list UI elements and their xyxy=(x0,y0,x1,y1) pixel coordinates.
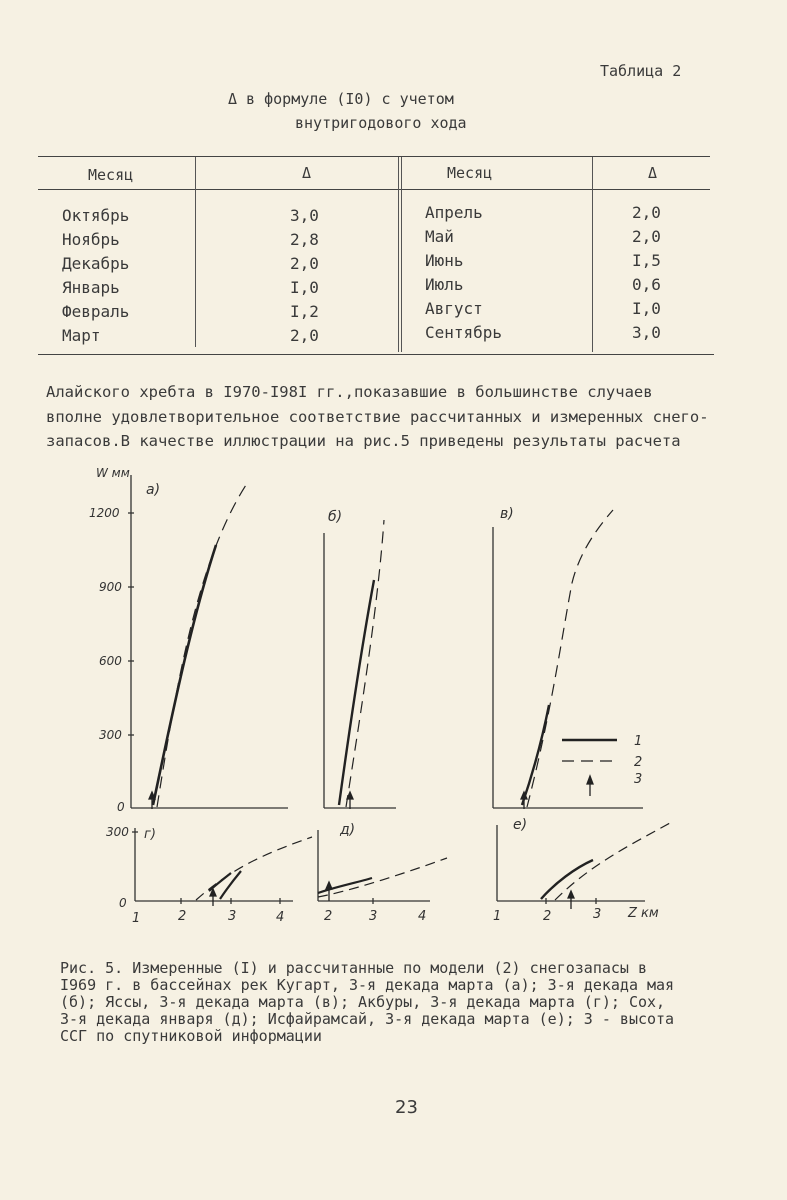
y-tick-bottom: 300 xyxy=(106,825,129,839)
table-col-divider-2b xyxy=(401,157,402,352)
paragraph-line: запасов.В качестве иллюстрации на рис.5 приведены результаты расчета xyxy=(46,432,681,450)
table-cell: Июль xyxy=(425,275,464,294)
paragraph-line: вполне удовлетворительное соответствие рассчитанных и измеренных снего- xyxy=(46,407,709,426)
table-title-line1: Δ в формуле (I0) с учетом xyxy=(228,90,454,108)
y-tick: 600 xyxy=(99,654,122,668)
table-cell: 2,0 xyxy=(632,227,661,246)
header-delta-left: Δ xyxy=(302,164,312,182)
table-header-rule xyxy=(38,189,710,190)
table-label: Таблица 2 xyxy=(600,62,682,80)
curve-measured-b xyxy=(339,580,374,805)
table-col-divider-2 xyxy=(398,157,399,352)
x-tick-d: 2 xyxy=(324,909,333,924)
panel-label-g: г) xyxy=(144,827,156,842)
y-tick: 0 xyxy=(117,800,125,814)
x-tick-g: 1 xyxy=(132,911,141,926)
header-month-left: Месяц xyxy=(88,166,134,184)
x-tick-g: 4 xyxy=(276,910,285,925)
header-delta-right: Δ xyxy=(648,164,658,182)
panel-label-d: д) xyxy=(340,822,356,838)
arrow-icon xyxy=(568,891,574,898)
x-tick-g: 2 xyxy=(178,909,187,924)
table-cell: Май xyxy=(425,227,454,246)
panel-label-b: б) xyxy=(328,509,343,525)
table-cell: Декабрь xyxy=(62,254,130,273)
table-cell: Февраль xyxy=(62,302,130,321)
caption-line: 3-я декада января (д); Исфайрамсай, 3-я декада марта (е); 3 - высота xyxy=(60,1010,675,1028)
table-bottom-rule xyxy=(38,354,714,355)
table-cell: Январь xyxy=(62,278,120,297)
arrow-icon xyxy=(326,882,332,889)
table-top-rule xyxy=(38,156,710,157)
legend-label-3: 3 xyxy=(634,772,643,787)
table-cell: I,0 xyxy=(290,278,319,297)
curve-model-a xyxy=(157,485,246,807)
y-axis-unit: W мм xyxy=(96,466,130,480)
paragraph-line: Алайского хребта в I970-I98I гг.,показавшие в большинстве случаев xyxy=(46,383,653,401)
panel-label-a: а) xyxy=(146,482,161,498)
curve-model-e xyxy=(555,823,670,900)
arrow-icon xyxy=(149,792,155,799)
panel-label-c: в) xyxy=(500,506,514,522)
table-cell: I,2 xyxy=(290,302,319,321)
table-cell: 0,6 xyxy=(632,275,661,294)
x-tick-e: 2 xyxy=(543,909,552,924)
y-tick: 900 xyxy=(99,580,122,594)
table-cell: Сентябрь xyxy=(425,323,503,342)
curve-model-b xyxy=(346,520,384,807)
caption-line: ССГ по спутниковой информации xyxy=(60,1027,322,1045)
legend-label-2: 2 xyxy=(634,755,643,770)
page-number: 23 xyxy=(395,1097,418,1118)
x-axis-unit: Z км xyxy=(628,906,659,921)
table-col-divider-1 xyxy=(195,157,196,347)
x-tick-d: 3 xyxy=(369,909,378,924)
table-cell: Июнь xyxy=(425,251,464,270)
header-month-right: Месяц xyxy=(447,164,493,182)
curve-measured-e xyxy=(541,860,593,899)
table-title-line2: внутригодового хода xyxy=(295,114,467,132)
x-tick-e: 1 xyxy=(493,909,502,924)
curve-measured-c xyxy=(522,705,549,805)
table-cell: 3,0 xyxy=(290,206,319,225)
table-cell: Август xyxy=(425,299,483,318)
table-cell: Апрель xyxy=(425,203,483,222)
x-tick-d: 4 xyxy=(418,909,427,924)
y-tick-bottom: 0 xyxy=(119,896,127,910)
caption-line: I969 г. в бассейнах рек Кугарт, 3-я декада марта (а); 3-я декада мая xyxy=(60,976,675,994)
curve-model-c xyxy=(527,510,613,807)
curve-measured-a xyxy=(153,545,216,805)
panel-label-e: е) xyxy=(513,817,528,833)
table-cell: Март xyxy=(62,326,101,345)
arrow-icon xyxy=(347,792,353,799)
figure-5 xyxy=(0,455,787,935)
caption-line: (б); Яссы, 3-я декада марта (в); Акбуры, 3-я декада марта (г); Сох, xyxy=(60,993,666,1011)
x-tick-g: 3 xyxy=(228,909,237,924)
table-cell: 2,8 xyxy=(290,230,319,249)
table-cell: 2,0 xyxy=(632,203,661,222)
figure-caption xyxy=(60,960,750,1045)
table-col-divider-3 xyxy=(592,157,593,352)
curve-measured-g-2 xyxy=(220,871,241,899)
table-cell: 2,0 xyxy=(290,254,319,273)
curve-measured-d xyxy=(318,878,372,893)
y-tick: 1200 xyxy=(89,506,120,520)
curve-model-d xyxy=(318,858,447,897)
legend-label-1: 1 xyxy=(634,734,643,749)
table-cell: Ноябрь xyxy=(62,230,120,249)
legend-arrow-icon xyxy=(587,776,593,784)
table-cell: Октябрь xyxy=(62,206,130,225)
table-cell: I,5 xyxy=(632,251,661,270)
caption-line: Рис. 5. Измеренные (I) и рассчитанные по модели (2) снегозапасы в xyxy=(60,959,647,977)
body-paragraph xyxy=(46,380,746,454)
table-cell: I,0 xyxy=(632,299,661,318)
table-cell: 3,0 xyxy=(632,323,661,342)
table-cell: 2,0 xyxy=(290,326,319,345)
y-tick: 300 xyxy=(99,728,122,742)
x-tick-e: 3 xyxy=(593,907,602,922)
